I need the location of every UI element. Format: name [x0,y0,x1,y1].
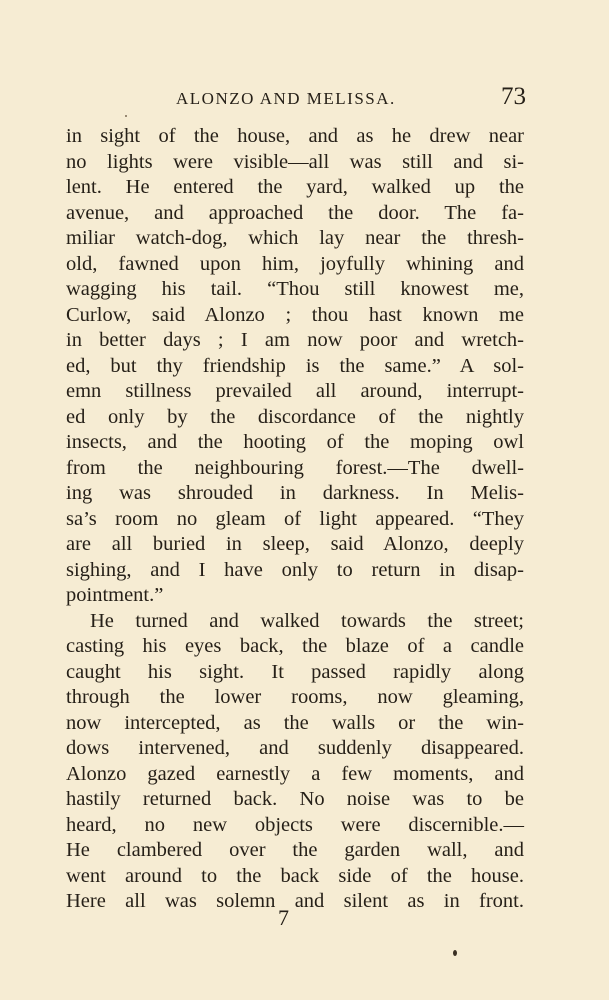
text-line: miliar watch-dog, which lay near the thresh- [66,227,524,249]
ink-mark [453,950,457,956]
text-line: ing was shrouded in darkness. In Melis- [66,482,524,504]
paragraph-end-line: pointment.” [66,584,164,606]
text-line: hastily returned back. No noise was to be [66,788,524,810]
text-line: are all buried in sleep, said Alonzo, deeply [66,533,524,555]
text-line: Curlow, said Alonzo ; thou hast known me [66,303,524,326]
text-line: insects, and the hooting of the moping owl [66,431,524,453]
text-line: sa’s room no gleam of light appeared. “They [66,507,524,530]
text-line: caught his sight. It passed rapidly along [66,660,524,683]
text-line: from the neighbouring forest.—The dwell- [66,456,524,479]
text-line: through the lower rooms, now gleaming, [66,686,524,708]
text-line: Here all was solemn and silent as in front. [66,890,524,912]
text-line: Alonzo gazed earnestly a few moments, and [66,762,524,785]
text-line: ed only by the discordance of the nightly [66,405,524,428]
text-line: went around to the back side of the house. [66,864,524,887]
text-line: old, fawned upon him, joyfully whining and [66,252,524,275]
text-line: now intercepted, as the walls or the win- [66,711,524,734]
text-line: wagging his tail. “Thou still knowest me, [66,278,524,300]
paragraph-start-line: He turned and walked towards the street; [90,609,524,632]
signature-mark: 7 [278,905,289,930]
text-line: heard, no new objects were discernible.— [66,813,524,836]
text-line: He clambered over the garden wall, and [66,839,524,861]
text-line: sighing, and I have only to return in disap- [66,558,524,581]
text-line: no lights were visible—all was still and si- [66,150,524,173]
text-line: in sight of the house, and as he drew near [66,125,524,147]
text-line: emn stillness prevailed all around, interrupt- [66,380,524,402]
text-line: dows intervened, and suddenly disappeared. [66,737,524,759]
text-line: avenue, and approached the door. The fa- [66,201,524,224]
text-line: in better days ; I am now poor and wretch- [66,329,524,351]
text-line: lent. He entered the yard, walked up the [66,176,524,198]
body-text [66,124,524,915]
page-number: 73 [501,83,526,110]
text-line: ed, but thy friendship is the same.” A sol- [66,354,524,377]
running-head: ALONZO AND MELISSA. [176,89,396,108]
text-line: casting his eyes back, the blaze of a candle [66,635,524,657]
page-header [66,85,526,119]
